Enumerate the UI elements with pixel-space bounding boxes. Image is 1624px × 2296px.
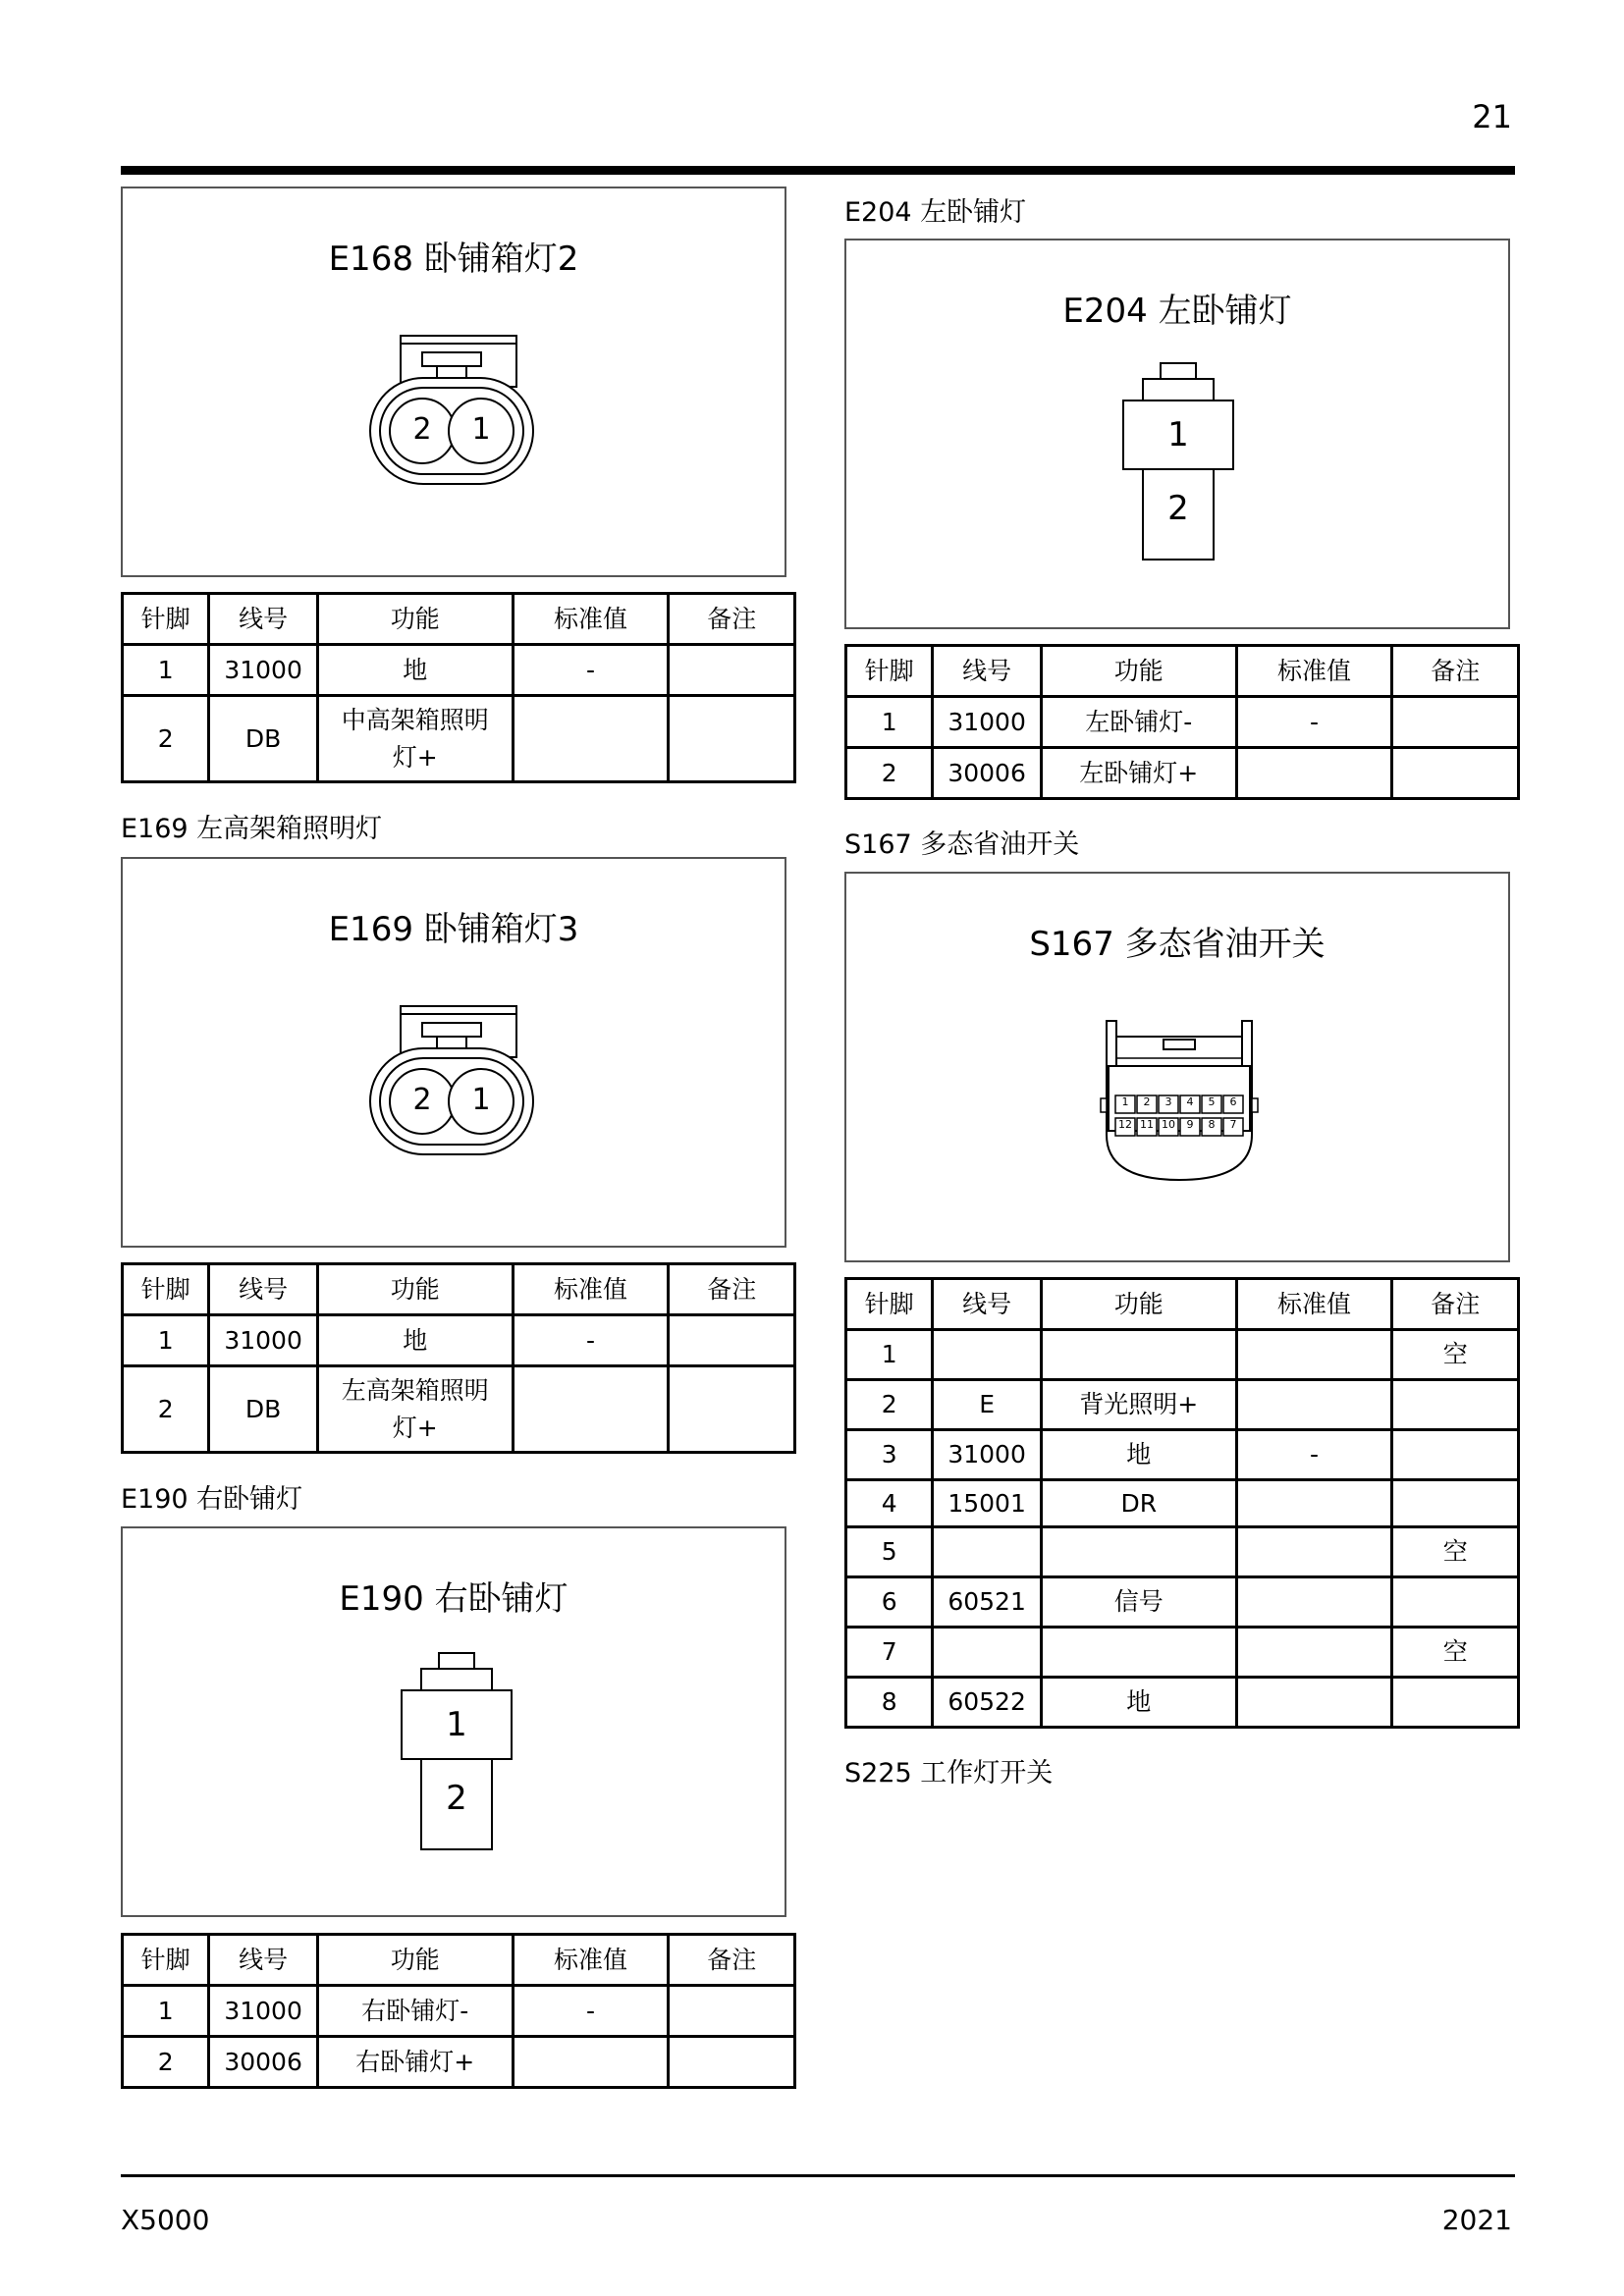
cell: DB: [209, 696, 317, 782]
s167-pin-number: 4: [1186, 1095, 1194, 1108]
cell: 31000: [209, 645, 317, 696]
e168-figure: [121, 187, 786, 577]
s167-pin-number: 10: [1162, 1118, 1175, 1131]
cell: 30006: [933, 748, 1041, 799]
e168-figure-title: E168 卧铺箱灯2: [328, 240, 579, 279]
header-remark: 备注: [669, 1264, 795, 1315]
cell: 1: [123, 1986, 209, 2037]
cell: -: [513, 645, 669, 696]
s167-pin-number: 2: [1143, 1095, 1151, 1108]
cell: E: [933, 1380, 1041, 1430]
cell: 1: [846, 697, 933, 748]
e169-figure-title: E169 卧铺箱灯3: [328, 910, 579, 949]
cell: 右卧铺灯-: [317, 1986, 513, 2037]
cell: [513, 696, 669, 782]
s167-pin-number: 11: [1140, 1118, 1154, 1131]
cell: [933, 1527, 1041, 1577]
table-row: [123, 1366, 795, 1453]
cell: [1392, 1678, 1519, 1728]
s167-figure-title: S167 多态省油开关: [1029, 925, 1326, 964]
header-pin: 针脚: [123, 1264, 209, 1315]
e204-single-row-connector-icon: [1119, 358, 1237, 569]
e169-pin-table: [121, 1262, 796, 1454]
cell: 5: [846, 1527, 933, 1577]
footer-year: 2021: [1441, 2204, 1512, 2236]
header-standard: 标准值: [513, 594, 669, 645]
cell: [1236, 1678, 1392, 1728]
header-rule: [121, 166, 1515, 175]
header-standard: 标准值: [1236, 1279, 1392, 1330]
table-row: [123, 1986, 795, 2037]
cell: [669, 1315, 795, 1366]
cell: 2: [123, 696, 209, 782]
cell: 2: [123, 2037, 209, 2088]
cell: [933, 1330, 1041, 1380]
cell: -: [513, 1315, 669, 1366]
cell: 2: [123, 1366, 209, 1453]
cell: [933, 1628, 1041, 1678]
e190-figure-title: E190 右卧铺灯: [339, 1579, 568, 1619]
header-function: 功能: [317, 1935, 513, 1986]
cell: [1041, 1527, 1236, 1577]
e168-two-pin-connector-icon: [368, 331, 535, 498]
cell: [513, 1366, 669, 1453]
table-row: [123, 645, 795, 696]
cell: 4: [846, 1480, 933, 1527]
e190-pin-table: [121, 1933, 796, 2089]
cell: 31000: [209, 1986, 317, 2037]
cell: 6: [846, 1577, 933, 1628]
s225-section-label: S225 工作灯开关: [844, 1758, 1054, 1789]
e204-figure: [844, 239, 1510, 629]
e168-pin-label: 1: [471, 412, 491, 447]
e204-pin-label: 1: [1167, 415, 1189, 454]
cell: 左卧铺灯+: [1041, 748, 1236, 799]
page-number: 21: [1472, 98, 1512, 135]
cell: 31000: [933, 1430, 1041, 1480]
s167-pin-number: 5: [1208, 1095, 1216, 1108]
header-pin: 针脚: [846, 646, 933, 697]
s167-figure: [844, 872, 1510, 1262]
cell: 60522: [933, 1678, 1041, 1728]
e169-pin-label: 2: [412, 1083, 432, 1117]
e169-figure: [121, 857, 786, 1248]
cell: [1236, 1480, 1392, 1527]
s167-pin-number: 12: [1118, 1118, 1132, 1131]
table-row: [846, 1577, 1519, 1628]
cell: -: [513, 1986, 669, 2037]
cell: 31000: [209, 1315, 317, 1366]
header-function: 功能: [317, 1264, 513, 1315]
header-function: 功能: [317, 594, 513, 645]
table-row: [846, 1380, 1519, 1430]
e190-pin-label: 1: [446, 1705, 467, 1744]
cell: 地: [1041, 1430, 1236, 1480]
cell: 信号: [1041, 1577, 1236, 1628]
table-row: [846, 1678, 1519, 1728]
header-remark: 备注: [1392, 646, 1519, 697]
header-remark: 备注: [669, 594, 795, 645]
s167-pin-number: 7: [1229, 1118, 1237, 1131]
e204-pin-label: 2: [1167, 489, 1189, 528]
cell: [1236, 1577, 1392, 1628]
table-row: [846, 748, 1519, 799]
header-remark: 备注: [1392, 1279, 1519, 1330]
e190-section-label: E190 右卧铺灯: [121, 1484, 303, 1515]
cell: 右卧铺灯+: [317, 2037, 513, 2088]
header-function: 功能: [1041, 646, 1236, 697]
header-pin: 针脚: [846, 1279, 933, 1330]
e190-figure: [121, 1526, 786, 1917]
cell: 1: [846, 1330, 933, 1380]
cell: [669, 2037, 795, 2088]
s167-pin-number: 6: [1229, 1095, 1237, 1108]
cell: DB: [209, 1366, 317, 1453]
cell: 背光照明+: [1041, 1380, 1236, 1430]
header-wire: 线号: [209, 594, 317, 645]
table-row: [123, 2037, 795, 2088]
header-standard: 标准值: [513, 1935, 669, 1986]
cell: [1041, 1628, 1236, 1678]
cell: 2: [846, 748, 933, 799]
table-row: [846, 697, 1519, 748]
cell: [1392, 1380, 1519, 1430]
cell: [1236, 1628, 1392, 1678]
e190-single-row-connector-icon: [398, 1648, 515, 1859]
cell: [1236, 1330, 1392, 1380]
cell: 空: [1392, 1628, 1519, 1678]
header-pin: 针脚: [123, 594, 209, 645]
cell: [513, 2037, 669, 2088]
footer-rule: [121, 2174, 1515, 2177]
cell: 31000: [933, 697, 1041, 748]
e169-two-pin-connector-icon: [368, 1001, 535, 1168]
cell: [1392, 1480, 1519, 1527]
cell: 30006: [209, 2037, 317, 2088]
header-pin: 针脚: [123, 1935, 209, 1986]
cell: [1041, 1330, 1236, 1380]
s167-pin-number: 1: [1121, 1095, 1129, 1108]
s167-pin-number: 3: [1164, 1095, 1172, 1108]
table-row: [846, 1480, 1519, 1527]
cell: [1392, 748, 1519, 799]
cell: 15001: [933, 1480, 1041, 1527]
e169-section-label: E169 左高架箱照明灯: [121, 814, 383, 844]
cell: [1392, 1430, 1519, 1480]
cell: [669, 645, 795, 696]
header-standard: 标准值: [1236, 646, 1392, 697]
cell: [1392, 1577, 1519, 1628]
cell: 中高架箱照明灯+: [317, 696, 513, 782]
header-function: 功能: [1041, 1279, 1236, 1330]
e169-pin-label: 1: [471, 1083, 491, 1117]
header-wire: 线号: [209, 1264, 317, 1315]
header-wire: 线号: [933, 1279, 1041, 1330]
s167-pin-number: 9: [1186, 1118, 1194, 1131]
cell: 地: [317, 645, 513, 696]
table-row: [123, 1315, 795, 1366]
cell: [669, 1366, 795, 1453]
header-remark: 备注: [669, 1935, 795, 1986]
cell: 2: [846, 1380, 933, 1430]
cell: DR: [1041, 1480, 1236, 1527]
s167-pin-number: 8: [1208, 1118, 1216, 1131]
cell: [1236, 1527, 1392, 1577]
cell: [1236, 748, 1392, 799]
cell: 1: [123, 645, 209, 696]
cell: 空: [1392, 1527, 1519, 1577]
header-wire: 线号: [933, 646, 1041, 697]
cell: [1392, 697, 1519, 748]
header-standard: 标准值: [513, 1264, 669, 1315]
e168-pin-label: 2: [412, 412, 432, 447]
table-row: [846, 1527, 1519, 1577]
cell: 1: [123, 1315, 209, 1366]
cell: -: [1236, 1430, 1392, 1480]
header-wire: 线号: [209, 1935, 317, 1986]
e190-pin-label: 2: [446, 1779, 467, 1818]
footer-model: X5000: [121, 2204, 210, 2236]
cell: 3: [846, 1430, 933, 1480]
e204-section-label: E204 左卧铺灯: [844, 197, 1027, 228]
cell: 8: [846, 1678, 933, 1728]
cell: 左高架箱照明灯+: [317, 1366, 513, 1453]
cell: 空: [1392, 1330, 1519, 1380]
s167-pin-table: [844, 1277, 1520, 1729]
e168-pin-table: [121, 592, 796, 783]
table-row: [846, 1330, 1519, 1380]
s167-section-label: S167 多态省油开关: [844, 829, 1080, 860]
cell: 7: [846, 1628, 933, 1678]
e204-pin-table: [844, 644, 1520, 800]
table-row: [846, 1430, 1519, 1480]
cell: [1236, 1380, 1392, 1430]
cell: 地: [317, 1315, 513, 1366]
cell: 左卧铺灯-: [1041, 697, 1236, 748]
cell: -: [1236, 697, 1392, 748]
table-row: [846, 1628, 1519, 1678]
cell: [669, 696, 795, 782]
e204-figure-title: E204 左卧铺灯: [1062, 292, 1292, 331]
cell: 60521: [933, 1577, 1041, 1628]
cell: [669, 1986, 795, 2037]
table-row: [123, 696, 795, 782]
cell: 地: [1041, 1678, 1236, 1728]
